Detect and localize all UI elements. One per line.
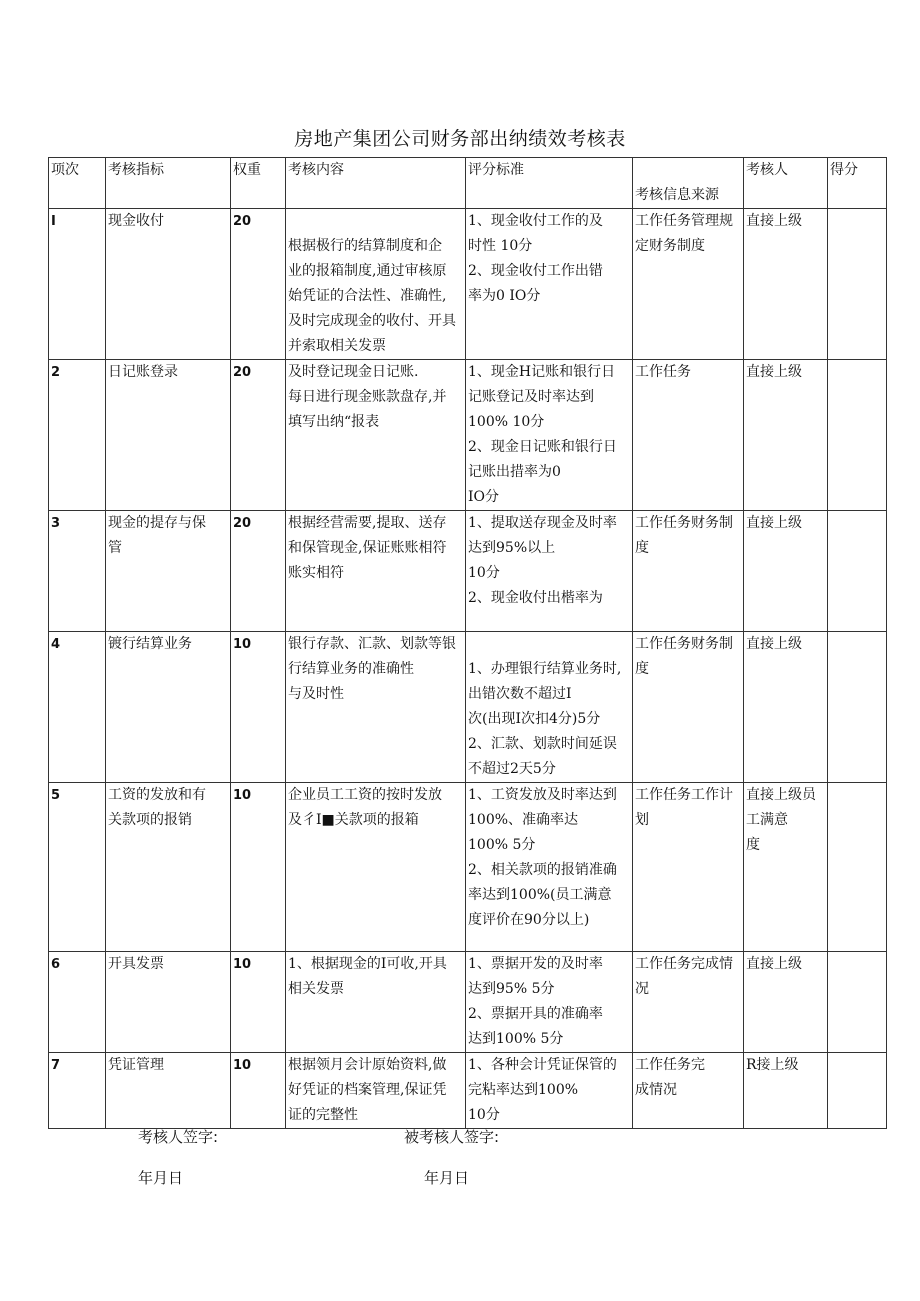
content-line — [288, 209, 464, 234]
content-line: 填写出纳“报表 — [288, 414, 380, 430]
cell-assessor — [744, 209, 828, 360]
standard-line: 2、汇款、划款时间延误 — [468, 736, 617, 752]
standard-line: 出错次数不超过I — [468, 686, 572, 702]
indicator-line: 关款项的报销 — [108, 812, 192, 828]
indicator-line: 镀行结算业务 — [108, 636, 192, 652]
cell-index: 6 — [49, 952, 106, 1053]
content-line: 行结算业务的准确性 — [288, 661, 414, 677]
source-line: 工作任务完 — [635, 1057, 705, 1073]
table-row — [49, 360, 887, 511]
standard-line — [468, 632, 631, 657]
header-indicator: 考核指标 — [106, 158, 231, 209]
indicator-line: 现金收付 — [108, 213, 164, 229]
cell-score — [828, 632, 887, 783]
standard-line: 率为0 IO分 — [468, 288, 541, 304]
content-line: 好凭证的档案管理,保证凭 — [288, 1082, 447, 1098]
standard-line: 率达到100%(员工满意 — [468, 887, 612, 903]
assessor-date-label: 年月日 — [138, 1169, 184, 1187]
table-row — [49, 511, 887, 632]
indicator-line: 开具发票 — [108, 956, 164, 972]
cell-index: I — [49, 209, 106, 360]
assessor-line: 度 — [746, 837, 760, 853]
cell-standard — [466, 632, 633, 783]
header-source — [633, 158, 744, 209]
header-index: 项次 — [49, 158, 106, 209]
standard-line: 记账登记及时率达到 — [468, 389, 594, 405]
standard-line: 100% 5分 — [468, 837, 536, 853]
table-row — [49, 1053, 887, 1129]
assessor-line: 直接上级 — [746, 636, 802, 652]
cell-source — [633, 783, 744, 952]
content-line: 及彳I■关款项的报箱 — [288, 812, 419, 828]
content-line: 1、根据现金的I可收,开具 — [288, 956, 447, 972]
indicator-line: 现金的提存与保 — [108, 515, 206, 531]
cell-source — [633, 632, 744, 783]
cell-assessor — [744, 632, 828, 783]
content-line: 和保管现金,保证账账相符 — [288, 540, 447, 556]
document-title: 房地产集团公司财务部出纳绩效考核表 — [294, 128, 626, 150]
content-line: 每日进行现金账款盘存,并 — [288, 389, 447, 405]
cell-content — [286, 511, 466, 632]
content-line: 及时登记现金日记账. — [288, 364, 419, 380]
cell-assessor — [744, 1053, 828, 1129]
standard-line: 不超过2天5分 — [468, 761, 556, 777]
header-standard: 评分标准 — [466, 158, 633, 209]
source-line: 工作任务 — [635, 364, 691, 380]
cell-content — [286, 209, 466, 360]
cell-content — [286, 632, 466, 783]
cell-indicator — [106, 952, 231, 1053]
assessor-line: 直接上级 — [746, 364, 802, 380]
header-source-label: 考核信息来源 — [635, 187, 719, 203]
assessment-table — [48, 157, 887, 1129]
cell-content — [286, 783, 466, 952]
cell-weight: 10 — [231, 783, 286, 952]
cell-weight: 10 — [231, 952, 286, 1053]
standard-line: 1、票据开发的及时率 — [468, 956, 603, 972]
source-line: 工作任务财务制 — [635, 515, 733, 531]
cell-index: 4 — [49, 632, 106, 783]
standard-line: 2、票据开具的准确率 — [468, 1006, 603, 1022]
standard-line: 达到95% 5分 — [468, 981, 555, 997]
assessor-line: 直接上级 — [746, 956, 802, 972]
standard-line: 1、工资发放及时率达到 — [468, 787, 617, 803]
cell-score — [828, 360, 887, 511]
source-line: 度 — [635, 540, 649, 556]
cell-source — [633, 952, 744, 1053]
cell-index: 3 — [49, 511, 106, 632]
standard-line: 1、各种会计凭证保管的 — [468, 1057, 617, 1073]
header-row — [49, 158, 887, 209]
content-line: 根据领月会计原始资料,做 — [288, 1057, 447, 1073]
assessor-signature-label: 考核人笠字: — [138, 1128, 219, 1146]
assessor-line: R接上级 — [746, 1057, 799, 1073]
cell-content — [286, 360, 466, 511]
header-score: 得分 — [828, 158, 887, 209]
cell-score — [828, 783, 887, 952]
standard-line: 度评价在90分以上) — [468, 912, 590, 928]
standard-line: 时性 10分 — [468, 238, 533, 254]
standard-line: 达到100% 5分 — [468, 1031, 564, 1047]
assessee-signature-label: 被考核人签字: — [404, 1128, 500, 1146]
content-line: 相关发票 — [288, 981, 344, 997]
cell-index: 2 — [49, 360, 106, 511]
standard-line: 1、现金H记账和银行日 — [468, 364, 616, 380]
standard-line: IO分 — [468, 489, 500, 505]
cell-standard — [466, 783, 633, 952]
source-line: 工作任务财务制 — [635, 636, 733, 652]
cell-weight: 20 — [231, 511, 286, 632]
cell-weight: 10 — [231, 1053, 286, 1129]
cell-assessor — [744, 511, 828, 632]
content-line: 业的报箱制度,通过审核原 — [288, 263, 447, 279]
source-line: 划 — [635, 812, 649, 828]
indicator-line: 工资的发放和有 — [108, 787, 206, 803]
standard-line: 完粘率达到100% — [468, 1082, 579, 1098]
indicator-line: 凭证管理 — [108, 1057, 164, 1073]
content-line: 及时完成现金的收付、开具 — [288, 313, 456, 329]
content-line: 企业员工工资的按时发放 — [288, 787, 442, 803]
cell-source — [633, 1053, 744, 1129]
standard-line: 2、相关款项的报销准确 — [468, 862, 617, 878]
standard-line: 10分 — [468, 565, 500, 581]
cell-index: 7 — [49, 1053, 106, 1129]
assessor-line: 直接上级员 — [746, 787, 816, 803]
source-line: 成情况 — [635, 1082, 677, 1098]
cell-weight: 20 — [231, 360, 286, 511]
cell-weight: 20 — [231, 209, 286, 360]
cell-source — [633, 209, 744, 360]
source-line: 工作任务工作计 — [635, 787, 733, 803]
cell-indicator — [106, 632, 231, 783]
cell-score — [828, 209, 887, 360]
cell-standard — [466, 511, 633, 632]
cell-standard — [466, 209, 633, 360]
content-line: 根据经营需要,提取、送存 — [288, 515, 447, 531]
cell-standard — [466, 952, 633, 1053]
standard-line: 达到95%以上 — [468, 540, 556, 556]
source-line: 度 — [635, 661, 649, 677]
cell-assessor — [744, 360, 828, 511]
table-row — [49, 952, 887, 1053]
standard-line: 2、现金日记账和银行日 — [468, 439, 617, 455]
standard-line: 1、办理银行结算业务时, — [468, 661, 622, 677]
cell-score — [828, 511, 887, 632]
cell-content — [286, 952, 466, 1053]
cell-indicator — [106, 783, 231, 952]
content-line: 并索取相关发票 — [288, 338, 386, 354]
cell-source — [633, 511, 744, 632]
assessor-line: 工满意 — [746, 812, 788, 828]
cell-score — [828, 1053, 887, 1129]
standard-line: 100% 10分 — [468, 414, 545, 430]
cell-score — [828, 952, 887, 1053]
standard-line: 记账出措率为0 — [468, 464, 561, 480]
cell-index: 5 — [49, 783, 106, 952]
cell-indicator — [106, 1053, 231, 1129]
source-line: 工作任务完成情 — [635, 956, 733, 972]
assessee-date-label: 年月日 — [424, 1169, 470, 1187]
header-content: 考核内容 — [286, 158, 466, 209]
indicator-line: 日记账登录 — [108, 364, 178, 380]
standard-line: 次(出现I次扣4分)5分 — [468, 711, 601, 727]
header-assessor: 考核人 — [744, 158, 828, 209]
cell-assessor — [744, 783, 828, 952]
assessor-line: 直接上级 — [746, 213, 802, 229]
source-line: 工作任务管理规 — [635, 213, 733, 229]
content-line: 始凭证的合法性、准确性, — [288, 288, 447, 304]
content-line: 证的完整性 — [288, 1107, 358, 1123]
cell-standard — [466, 360, 633, 511]
source-line: 况 — [635, 981, 649, 997]
content-line: 与及时性 — [288, 686, 344, 702]
content-line: 根据极行的结算制度和企 — [288, 238, 442, 254]
cell-standard — [466, 1053, 633, 1129]
standard-line: 1、提取送存现金及时率 — [468, 515, 617, 531]
cell-source — [633, 360, 744, 511]
cell-indicator — [106, 511, 231, 632]
table-row — [49, 209, 887, 360]
standard-line: 1、现金收付工作的及 — [468, 213, 603, 229]
standard-line: 100%、准确率达 — [468, 812, 579, 828]
content-line: 银行存款、汇款、划款等银 — [288, 636, 456, 652]
standard-line: 10分 — [468, 1107, 500, 1123]
table-row — [49, 783, 887, 952]
source-line: 定财务制度 — [635, 238, 705, 254]
assessor-line: 直接上级 — [746, 515, 802, 531]
table-row — [49, 632, 887, 783]
cell-indicator — [106, 209, 231, 360]
indicator-line: 管 — [108, 540, 122, 556]
cell-weight: 10 — [231, 632, 286, 783]
content-line: 账实相符 — [288, 565, 344, 581]
cell-content — [286, 1053, 466, 1129]
cell-assessor — [744, 952, 828, 1053]
header-weight: 权重 — [231, 158, 286, 209]
standard-line: 2、现金收付工作出错 — [468, 263, 603, 279]
standard-line: 2、现金收付出楷率为 — [468, 590, 603, 606]
cell-indicator — [106, 360, 231, 511]
